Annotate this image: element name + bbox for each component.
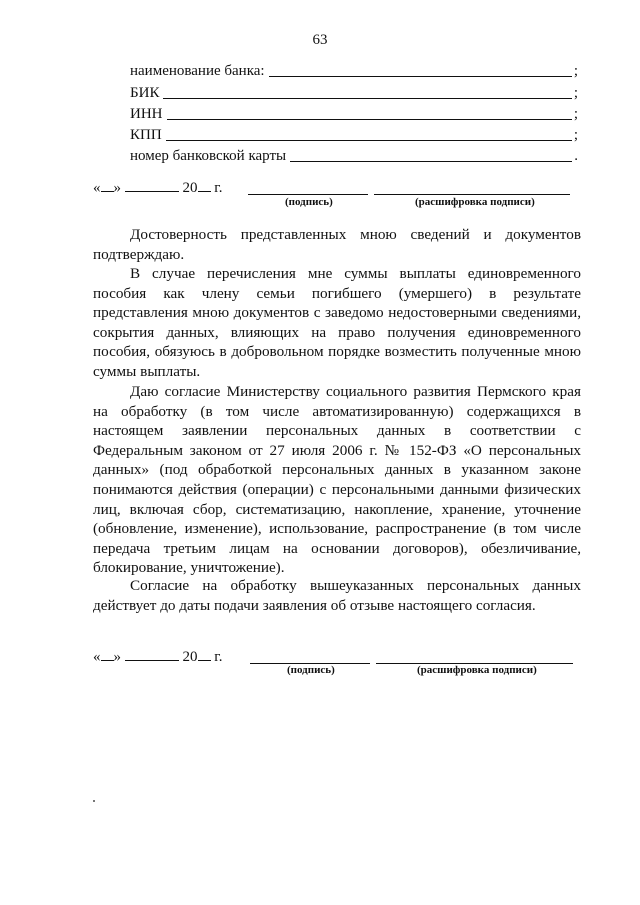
bank-name-label: наименование банка:	[130, 63, 265, 79]
signature-row-1	[93, 177, 583, 197]
inn-terminator: ;	[573, 106, 578, 122]
year-suffix: г.	[214, 180, 223, 196]
bik-field[interactable]	[130, 82, 578, 102]
year-blank[interactable]	[198, 179, 211, 192]
inn-line[interactable]	[167, 105, 572, 120]
bik-label: БИК	[130, 85, 160, 101]
kpp-line[interactable]	[166, 126, 572, 141]
year-suffix: г.	[214, 649, 223, 665]
bank-name-line[interactable]	[269, 62, 572, 77]
month-blank[interactable]	[125, 648, 179, 661]
date-field-1[interactable]	[93, 179, 222, 197]
consent-paragraph: Даю согласие Министерству социального развития Пермского края на обработку (в том числе автоматизированную) содержащихся в настоящем заявлении персональных данных в соответствии с Федеральным законом от 27 июля 2006 г. № 152-ФЗ «О персональных данных» (под обработкой персональных данных в указанном законе понимаются действия (операции) с персональными данными физических лиц, включая сбор, систематизацию, накопление, хранение, уточнение (обновление, изменение), использование, распространение (в том числе передача третьим лицам на основании договоров), обезличивание, блокирование, уничтожение).	[93, 383, 581, 577]
kpp-terminator: ;	[573, 127, 578, 143]
year-prefix: 20	[182, 649, 198, 665]
signature-caption-2: (подпись)	[287, 664, 335, 676]
decode-line-1[interactable]	[374, 194, 570, 195]
close-quote: »	[113, 649, 121, 665]
bik-terminator: ;	[573, 85, 578, 101]
consent-validity-paragraph: Согласие на обработку вышеуказанных персональных данных действует до даты подачи заявления об отзыве настоящего согласия.	[93, 577, 581, 614]
refund-paragraph: В случае перечисления мне суммы выплаты единовременного пособия как члену семьи погибшего (умершего) в результате представления мною документов с заведомо недостоверными сведениями, сокрытия данных, влияющих на право получения единовременного пособия, обязуюсь в добровольном порядке возместить полученные мною суммы выплаты.	[93, 265, 581, 380]
page-number: 63	[312, 32, 328, 48]
inn-label: ИНН	[130, 106, 163, 122]
decode-caption-1: (расшифровка подписи)	[415, 196, 535, 208]
date-field-2[interactable]	[93, 648, 222, 666]
close-quote: »	[113, 180, 121, 196]
bik-line[interactable]	[163, 84, 571, 99]
kpp-field[interactable]	[130, 124, 578, 144]
kpp-label: КПП	[130, 127, 162, 143]
bank-name-field[interactable]	[130, 60, 578, 80]
inn-field[interactable]	[130, 103, 578, 123]
signature-line-1[interactable]	[248, 194, 368, 195]
bank-name-terminator: ;	[573, 63, 578, 79]
open-quote: «	[93, 649, 101, 665]
year-blank[interactable]	[198, 648, 211, 661]
open-quote: «	[93, 180, 101, 196]
year-prefix: 20	[182, 180, 198, 196]
decode-caption-2: (расшифровка подписи)	[417, 664, 537, 676]
signature-caption-1: (подпись)	[285, 196, 333, 208]
day-blank[interactable]	[101, 179, 114, 192]
card-number-field[interactable]	[130, 145, 578, 165]
confirmation-paragraph: Достоверность представленных мною сведений и документов подтверждаю.	[93, 226, 581, 263]
day-blank[interactable]	[101, 648, 114, 661]
month-blank[interactable]	[125, 179, 179, 192]
card-number-label: номер банковской карты	[130, 148, 287, 164]
card-number-terminator: .	[574, 148, 578, 164]
scan-speck	[93, 800, 95, 802]
signature-row-2	[93, 646, 583, 666]
card-number-line[interactable]	[290, 147, 572, 162]
